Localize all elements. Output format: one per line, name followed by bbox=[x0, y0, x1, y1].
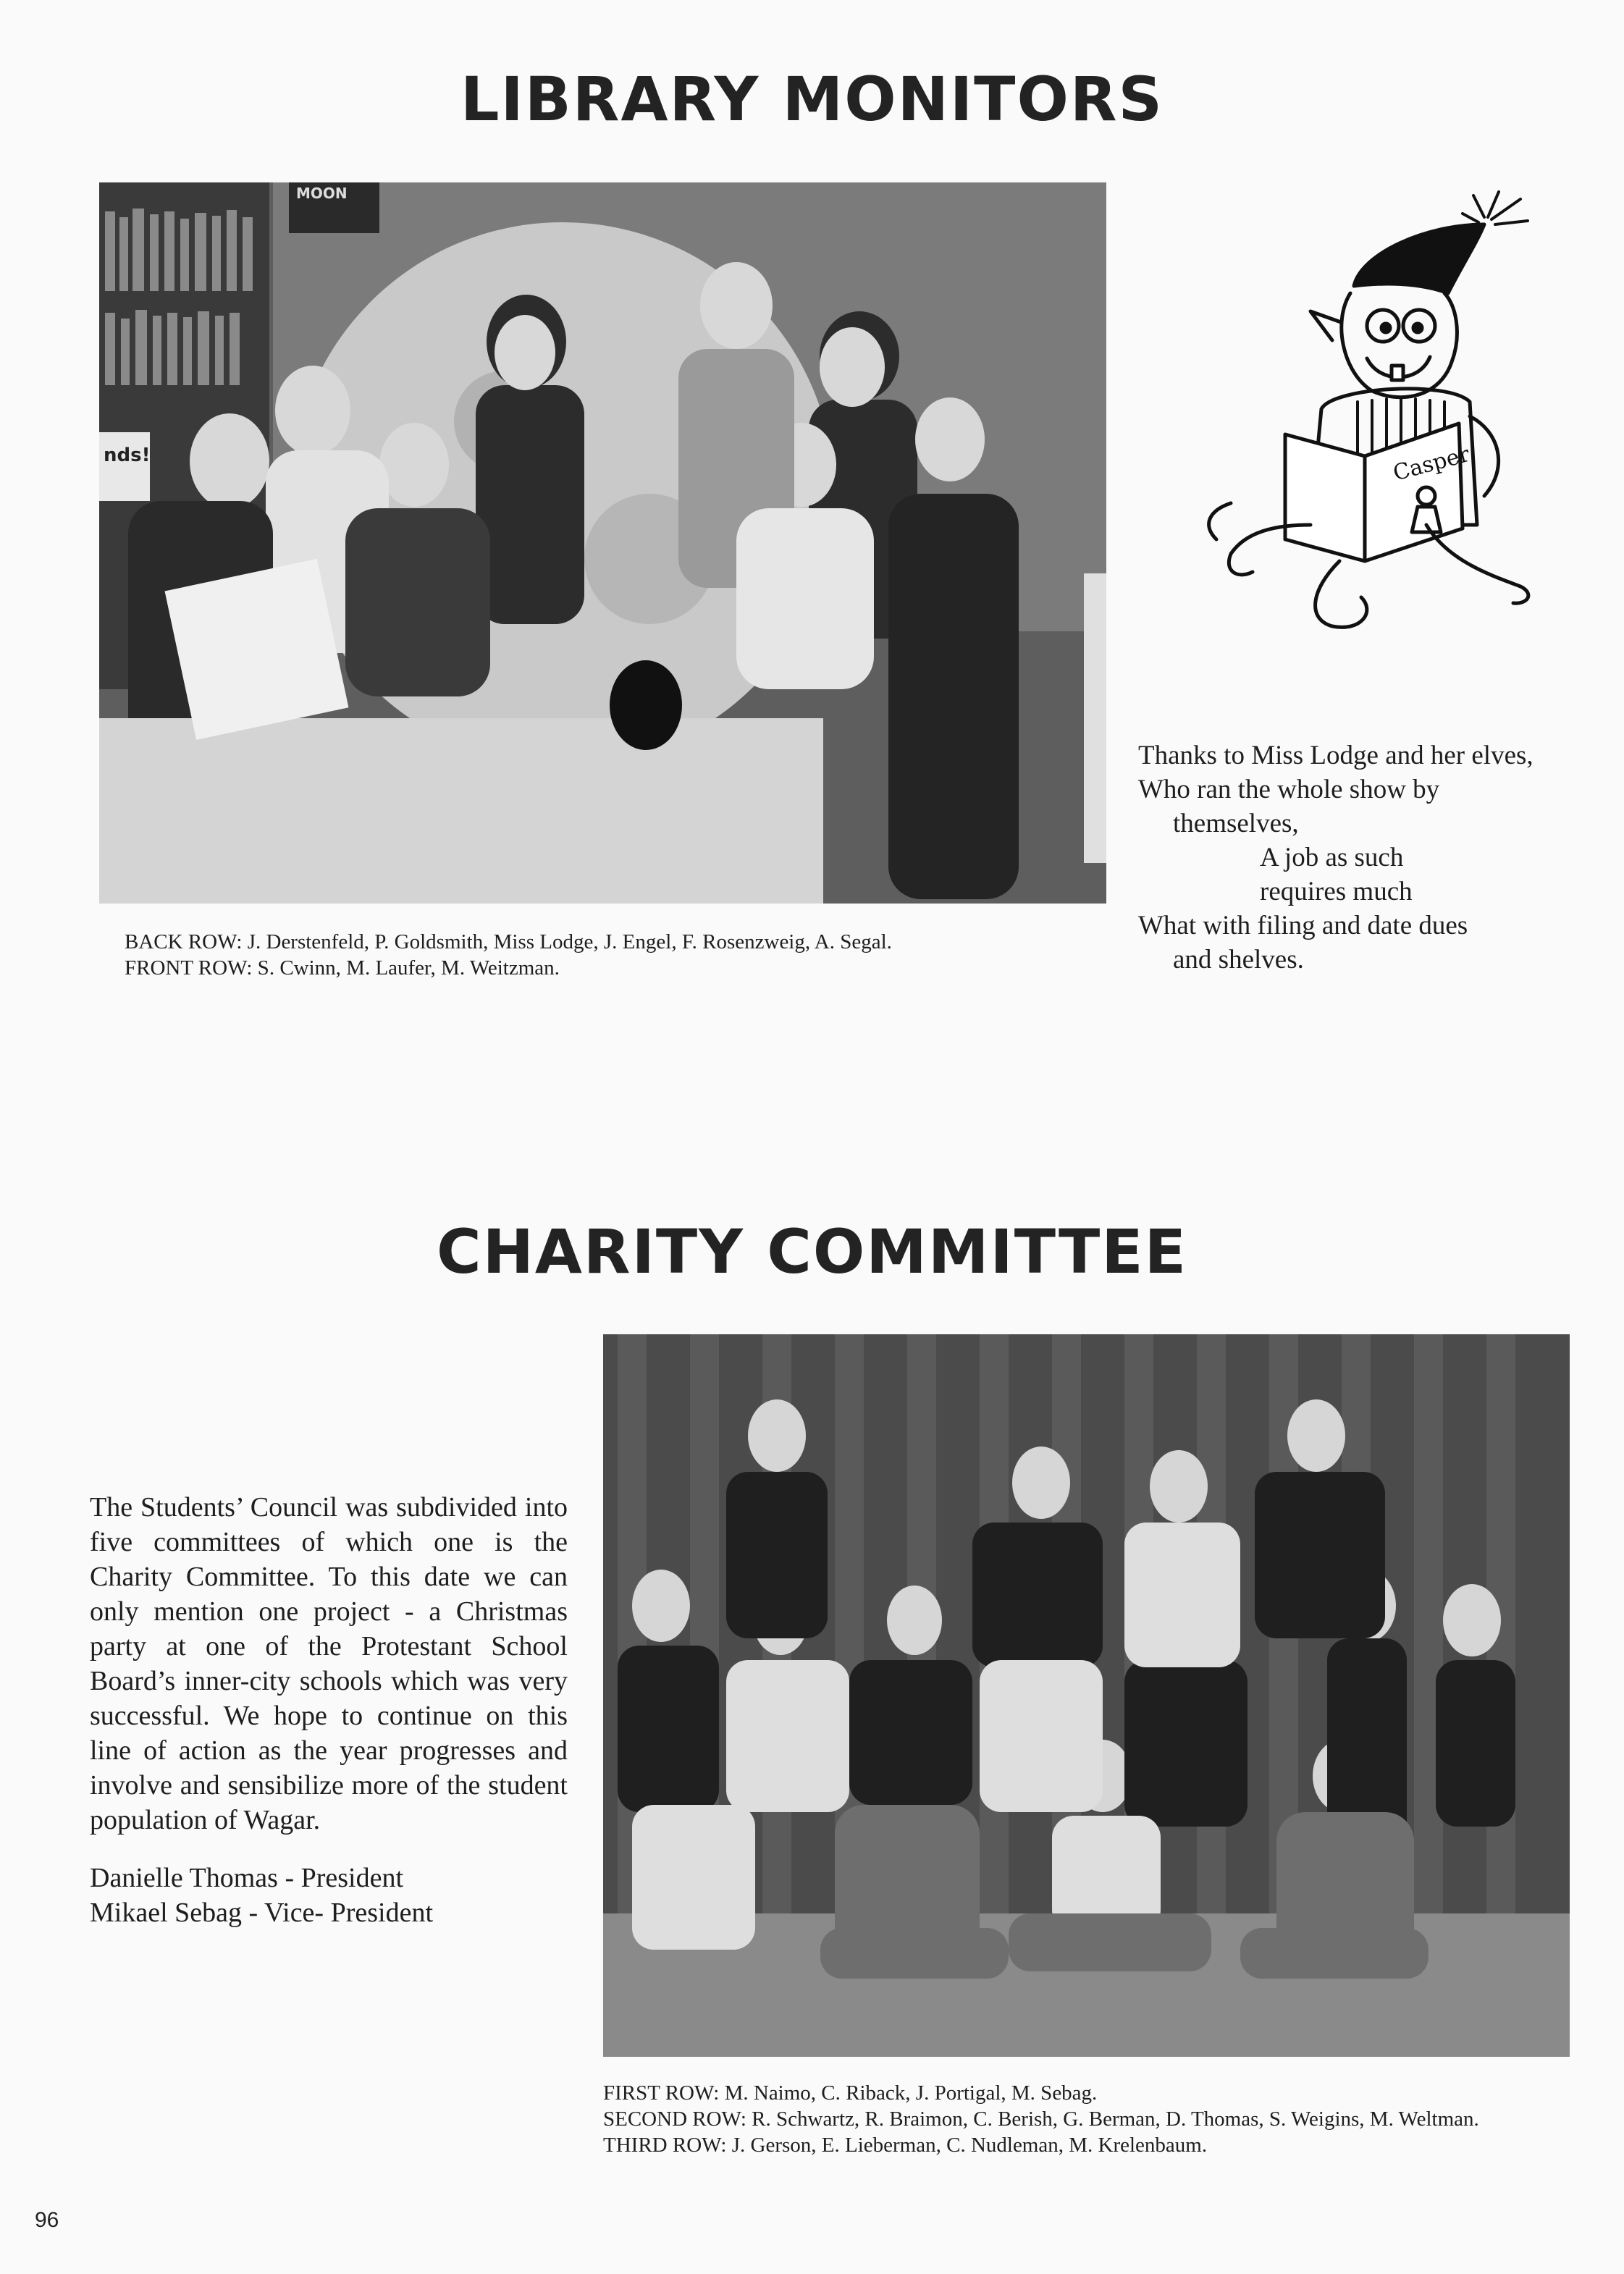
poem-line-4: A job as such bbox=[1260, 843, 1404, 872]
poem-line-5: requires much bbox=[1260, 877, 1413, 906]
officer-vice-president: Mikael Sebag - Vice- President bbox=[90, 1898, 433, 1928]
charity-officers bbox=[90, 1861, 433, 1930]
charity-committee-photo bbox=[603, 1334, 1570, 2057]
poem-line-3: themselves, bbox=[1173, 809, 1299, 838]
page-number: 96 bbox=[35, 2208, 59, 2232]
poem-line-6: What with filing and date dues bbox=[1138, 911, 1468, 940]
poem-line-7: and shelves. bbox=[1173, 945, 1304, 974]
library-monitors-photo bbox=[99, 182, 1106, 904]
library-heading: LIBRARY MONITORS bbox=[460, 64, 1164, 135]
charity-description: The Students’ Council was subdivided into five committees of which one is the Charity Committee. To this date we can only mention one project - a Christmas party at one of the Protestant School Board’s inner-city schools which was very successful. We hope to continue on this line of action as the year progresses and involve and sensibilize more of the student population of Wagar. bbox=[90, 1492, 568, 1835]
charity-caption-first-row: FIRST ROW: M. Naimo, C. Riback, J. Portigal, M. Sebag. bbox=[603, 2081, 1098, 2105]
library-caption bbox=[125, 929, 892, 981]
elf-drawing bbox=[1187, 185, 1549, 655]
poem-line-1: Thanks to Miss Lodge and her elves, bbox=[1138, 741, 1533, 770]
charity-caption-third-row: THIRD ROW: J. Gerson, E. Lieberman, C. Nudleman, M. Krelenbaum. bbox=[603, 2134, 1208, 2157]
charity-caption-second-row: SECOND ROW: R. Schwartz, R. Braimon, C. Berish, G. Berman, D. Thomas, S. Weigins, M. Weltman. bbox=[603, 2107, 1479, 2131]
charity-caption bbox=[603, 2080, 1573, 2158]
elf-book-text: Casper bbox=[1390, 441, 1473, 487]
library-caption-front-row: FRONT ROW: S. Cwinn, M. Laufer, M. Weitzman. bbox=[125, 956, 560, 980]
library-poem bbox=[1138, 738, 1533, 977]
charity-photo-graphic bbox=[603, 1334, 1570, 2057]
library-caption-back-row: BACK ROW: J. Derstenfeld, P. Goldsmith, Miss Lodge, J. Engel, F. Rosenzweig, A. Segal. bbox=[125, 930, 892, 953]
library-photo-graphic bbox=[99, 182, 1106, 904]
sign-text: nds! bbox=[104, 445, 151, 466]
officer-president: Danielle Thomas - President bbox=[90, 1863, 404, 1893]
moon-poster-label: MOON bbox=[296, 185, 348, 202]
poem-line-2: Who ran the whole show by bbox=[1138, 775, 1440, 804]
charity-heading: CHARITY COMMITTEE bbox=[436, 1216, 1188, 1287]
